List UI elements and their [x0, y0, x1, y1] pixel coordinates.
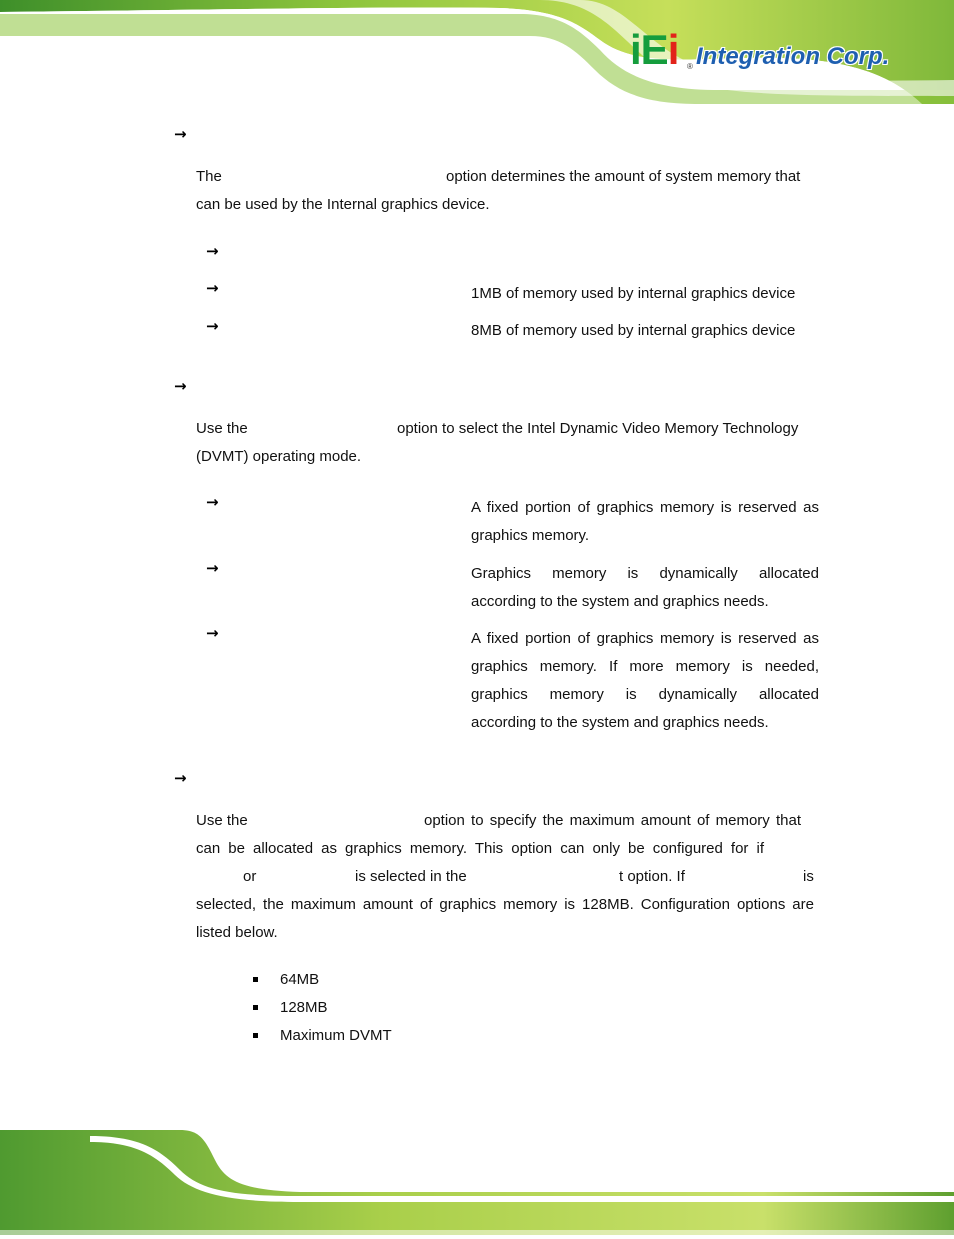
section1-option1-arrow: →	[206, 242, 219, 260]
section3-para-line4: selected, the maximum amount of graphics memory is 128MB. Configuration options are	[196, 896, 814, 913]
section2-option3-line1: A fixed portion of graphics memory is reserved as	[471, 630, 819, 647]
section3-arrow: →	[174, 769, 187, 787]
section2-option3-line3: graphics memory is dynamically allocated	[471, 686, 819, 703]
list-bullet	[253, 977, 258, 982]
list-bullet	[253, 1005, 258, 1010]
logo-mark: iEi	[630, 26, 679, 73]
section2-option2-arrow: →	[206, 559, 219, 577]
section1-para-line2: can be used by the Internal graphics device.	[196, 196, 490, 213]
list-bullet	[253, 1033, 258, 1038]
section2-arrow: →	[174, 377, 187, 395]
section2-option3-line2: graphics memory. If more memory is needed,	[471, 658, 819, 675]
section2-option3-arrow: →	[206, 624, 219, 642]
section3-para-line3-selected: is selected in the	[355, 868, 467, 885]
section3-para-line1-end: option to specify the maximum amount of memory that	[424, 812, 801, 829]
section3-para-line3-option: t option. If	[619, 868, 685, 885]
header-banner	[0, 0, 954, 112]
list-item-maximum-dvmt: Maximum DVMT	[280, 1027, 392, 1044]
section2-option1-arrow: →	[206, 493, 219, 511]
list-item-64mb: 64MB	[280, 971, 320, 988]
section2-option3-line4: according to the system and graphics needs.	[471, 714, 769, 731]
footer-decoration	[0, 1130, 954, 1235]
section2-option1-line2: graphics memory.	[471, 527, 590, 544]
section1-para-line1-end: option determines the amount of system memory that	[446, 168, 801, 185]
company-logo	[630, 28, 920, 76]
logo-registered-mark: ®	[687, 62, 693, 71]
section1-option2-arrow: →	[206, 279, 219, 297]
section2-para-line1-start: Use the	[196, 420, 248, 437]
section3-para-line1-start: Use the	[196, 812, 248, 829]
section3-para-line3-or: or	[243, 868, 257, 885]
section1-option2-desc: 1MB of memory used by internal graphics device	[471, 285, 796, 302]
section2-option1-line1: A fixed portion of graphics memory is reserved as	[471, 499, 819, 516]
logo-text: Integration Corp.	[696, 43, 890, 70]
section2-option2-line2: according to the system and graphics needs.	[471, 593, 769, 610]
section3-para-line2: can be allocated as graphics memory. This option can only be configured for if	[196, 840, 764, 857]
footer-banner	[0, 1130, 954, 1235]
section1-para-line1-start: The	[196, 168, 222, 185]
section1-option3-arrow: →	[206, 317, 219, 335]
section2-option2-line1: Graphics memory is dynamically allocated	[471, 565, 819, 582]
list-item-128mb: 128MB	[280, 999, 328, 1016]
section1-arrow: →	[174, 125, 187, 143]
section2-para-line1-end: option to select the Intel Dynamic Video Memory Technology	[397, 420, 799, 437]
section2-para-line2: (DVMT) operating mode.	[196, 448, 362, 465]
section3-para-line5: listed below.	[196, 924, 278, 941]
section1-option3-desc: 8MB of memory used by internal graphics device	[471, 322, 796, 339]
section3-para-line3-is: is	[803, 868, 814, 885]
